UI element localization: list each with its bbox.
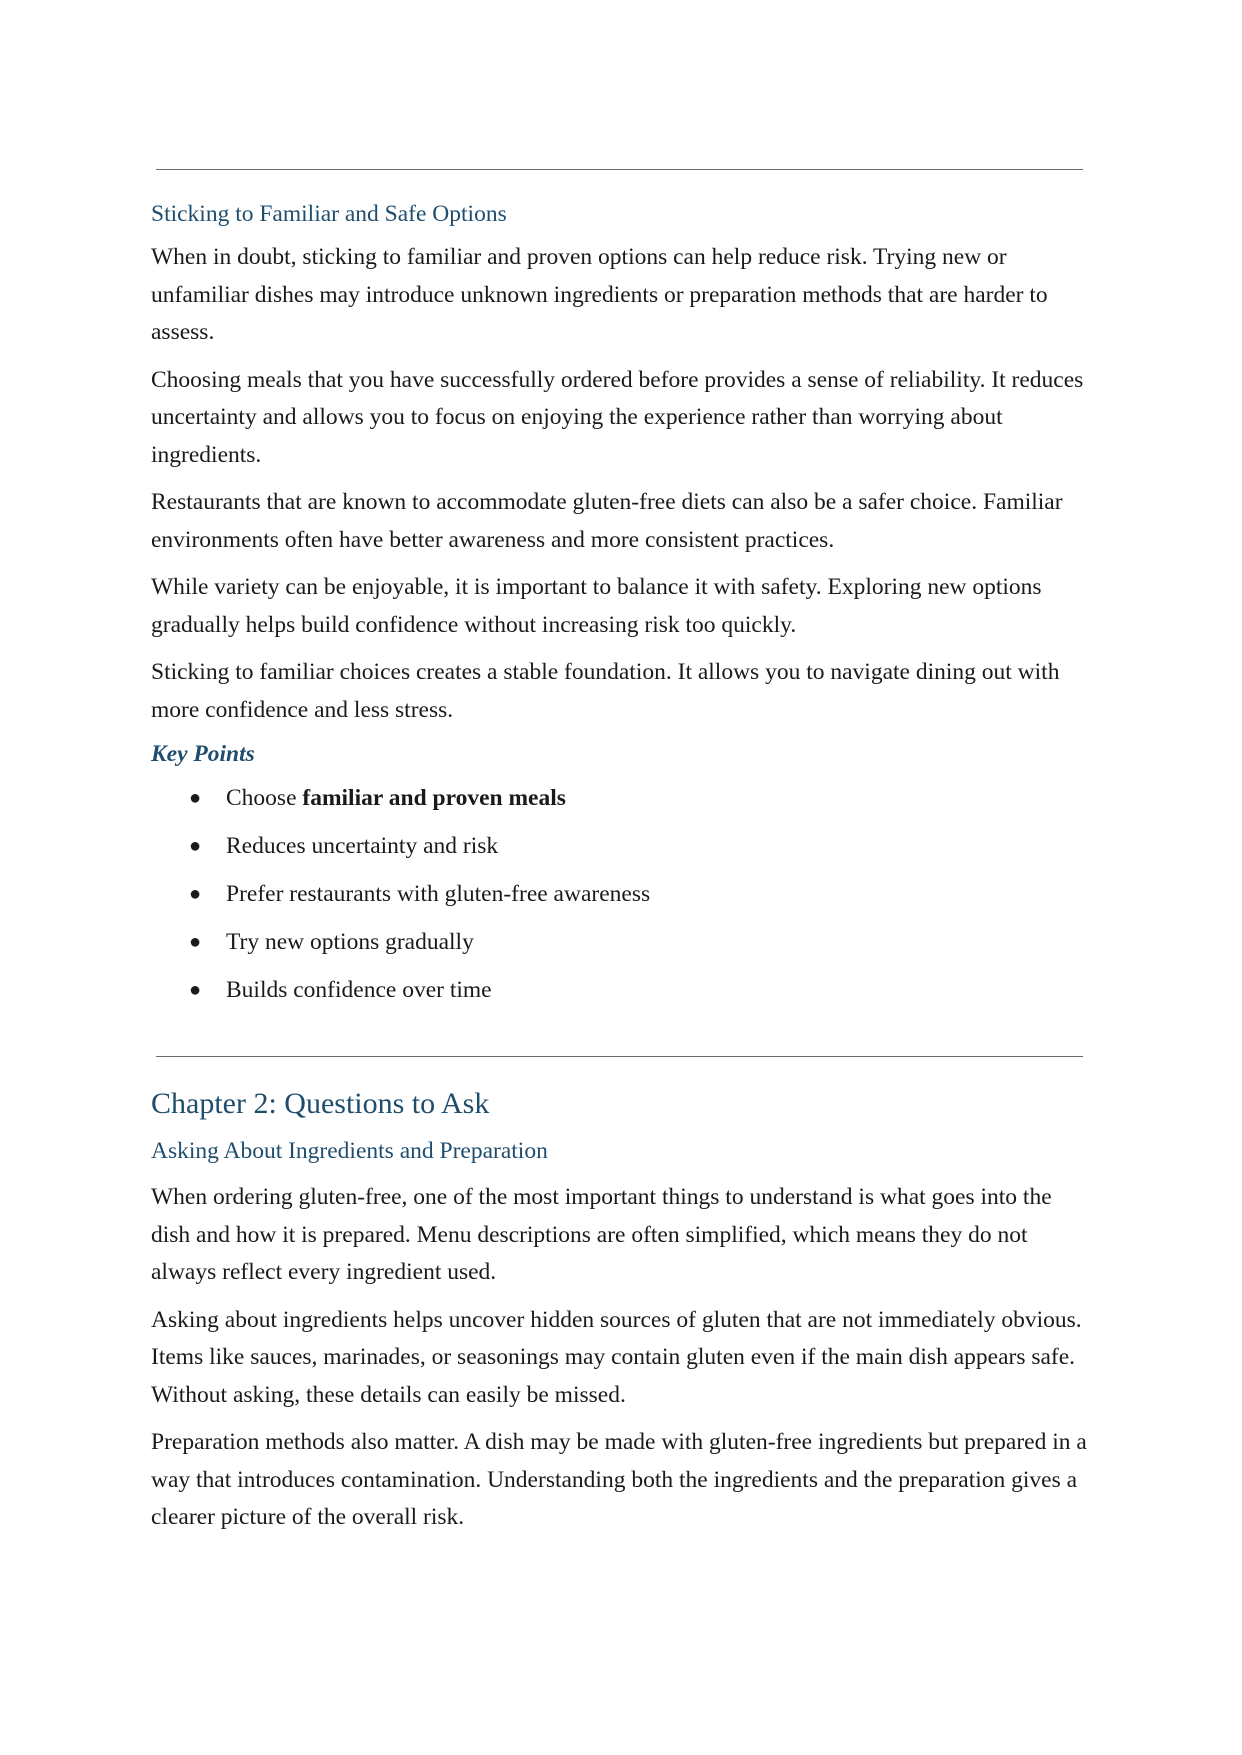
paragraph: When in doubt, sticking to familiar and proven options can help reduce risk. Trying new or unfamiliar dishes may introduce unknown ingredients or preparation methods that are harder to assess.: [151, 244, 1048, 345]
section-heading: Asking About Ingredients and Preparation: [151, 1138, 548, 1164]
bullet-icon: ●: [189, 931, 202, 953]
list-item-text: Prefer restaurants with gluten-free awareness: [226, 881, 651, 907]
bullet-icon: ●: [189, 835, 202, 857]
section-divider: [156, 1056, 1083, 1057]
paragraph: Restaurants that are known to accommodate gluten-free diets can also be a safer choice. Familiar environments often have better awareness and more consistent practices.: [151, 489, 1063, 553]
list-item: [151, 877, 1096, 925]
bullet-icon: ●: [189, 979, 202, 1001]
paragraph: When ordering gluten-free, one of the most important things to understand is what goes into the dish and how it is prepared. Menu descriptions are often simplified, which means they do not always reflect every ingredient used.: [151, 1184, 1052, 1285]
paragraph: Asking about ingredients helps uncover hidden sources of gluten that are not immediately obvious. Items like sauces, marinades, or seasonings may contain gluten even if the main dish appears safe. Without asking, these details can easily be missed.: [151, 1306, 1082, 1408]
top-divider: [156, 169, 1083, 170]
chapter-title: Chapter 2: Questions to Ask: [151, 1087, 490, 1120]
bullet-icon: ●: [189, 787, 202, 809]
paragraph: Preparation methods also matter. A dish may be made with gluten-free ingredients but prepared in a way that introduces contamination. Understanding both the ingredients and the preparation gives a clearer picture of the overall risk.: [151, 1429, 1087, 1530]
paragraph: Choosing meals that you have successfully ordered before provides a sense of reliability. It reduces uncertainty and allows you to focus on enjoying the experience rather than worrying about ingredients.: [151, 366, 1084, 468]
section-heading: Sticking to Familiar and Safe Options: [151, 201, 507, 227]
list-item-bold-text: familiar and proven meals: [302, 785, 566, 811]
list-item: [151, 973, 1096, 1021]
key-points-list: [151, 781, 1096, 1021]
paragraph: While variety can be enjoyable, it is important to balance it with safety. Exploring new options gradually helps build confidence without increasing risk too quickly.: [151, 574, 1042, 638]
list-item-text: Builds confidence over time: [226, 977, 492, 1003]
list-item-text: Try new options gradually: [226, 929, 474, 955]
list-item: [151, 781, 1096, 829]
bullet-icon: ●: [189, 883, 202, 905]
list-item-text: Choose: [226, 785, 303, 811]
section-familiar-options: [151, 197, 1096, 1021]
list-item: [151, 925, 1096, 973]
chapter-2: [151, 1082, 1096, 1537]
list-item-text: Reduces uncertainty and risk: [226, 833, 499, 859]
paragraph: Sticking to familiar choices creates a stable foundation. It allows you to navigate dining out with more confidence and less stress.: [151, 659, 1060, 723]
list-item: [151, 829, 1096, 877]
key-points-label: Key Points: [151, 741, 255, 767]
